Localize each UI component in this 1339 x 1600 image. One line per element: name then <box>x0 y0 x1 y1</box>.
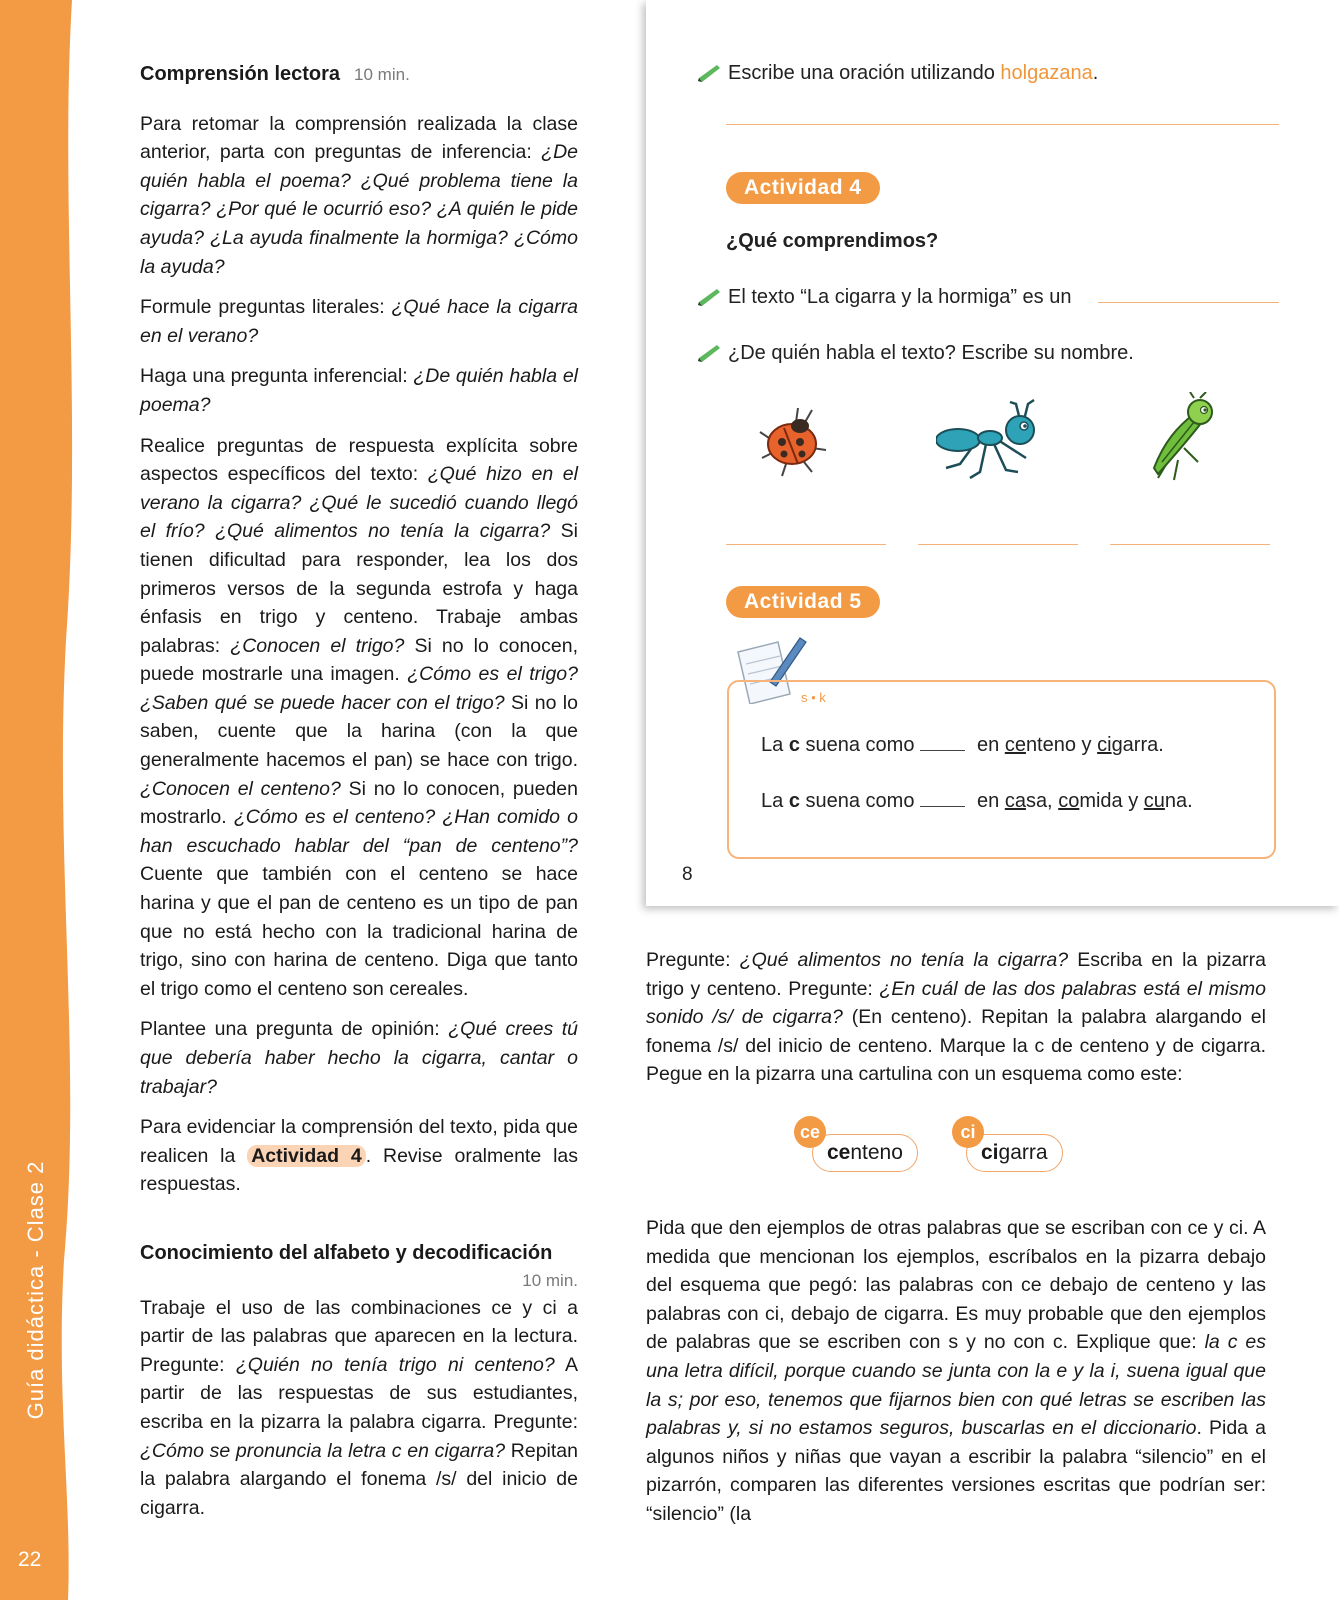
section-heading-alfabeto <box>140 1239 578 1268</box>
text: na. <box>1164 790 1193 812</box>
text: mida y <box>1079 790 1144 812</box>
text: Para retomar la comprensión realizada la clase anterior, parta con preguntas de inferencia: <box>140 112 578 164</box>
activity-4-heading: ¿Qué comprendimos? <box>726 230 939 252</box>
paragraph-3 <box>140 362 578 419</box>
underlined-syllable: co <box>1058 790 1080 812</box>
phonics-box <box>727 680 1276 859</box>
page-number: 22 <box>18 1548 42 1571</box>
text: Haga una pregunta inferencial: <box>140 365 414 388</box>
text: Escribe una oración utilizando <box>728 62 1001 84</box>
answer-line-ant <box>918 544 1078 545</box>
underlined-syllable: ci <box>1097 734 1112 756</box>
text: Si no lo conocen, pueden mostrarlo. <box>140 777 579 829</box>
question-holgazana <box>696 62 1098 85</box>
text: Cuente que también con el centeno se hace harina y que el pan de centeno es un tipo de pan que no está hecho con la tradicional harina de trigo, sino con harina de centeno. Diga que tanto el trigo como el centeno son cereales. <box>140 863 578 1000</box>
paragraph-2 <box>140 293 578 350</box>
activity-highlight: Actividad 4 <box>247 1145 366 1167</box>
underlined-syllable: ce <box>1004 734 1026 756</box>
answer-line <box>726 124 1279 125</box>
sidebar-label-wrap <box>10 1160 62 1420</box>
paragraph-6 <box>140 1113 578 1199</box>
explanation-text: la c es una letra difícil, porque cuando se junta con la e y la i, suena igual que la s; por eso, tenemos que fijarnos bien con qué letras se escriben las palabras y, si no estamos seguros, buscarlas en el diccionario <box>646 1331 1267 1440</box>
target-word: holgazana <box>1000 62 1093 84</box>
section-time: 10 min. <box>354 65 410 84</box>
text: La <box>761 790 789 812</box>
right-paragraph-2 <box>646 1214 1266 1529</box>
question-text-type <box>696 286 1072 309</box>
schema-ce-badge: ce <box>794 1116 826 1148</box>
ant-icon <box>936 398 1046 482</box>
pencil-icon <box>696 289 722 307</box>
text: El texto “La cigarra y la hormiga” es un <box>728 286 1072 308</box>
fill-blank[interactable] <box>920 750 965 751</box>
activity-5-badge: Actividad 5 <box>726 586 880 618</box>
question-text: ¿De quién habla el poema? ¿Qué problema tiene la cigarra? ¿Por qué le ocurrió eso? ¿A quién le pide ayuda? ¿La ayuda finalmente la hormiga? ¿Cómo la ayuda? <box>140 141 578 278</box>
text: . <box>1092 62 1099 84</box>
text: (En centeno). Repitan la palabra alargando el fonema /s/ del inicio de centeno. Marque la c de centeno y de cigarra. Pegue en la pizarra una cartulina con un esquema como este: <box>646 1006 1266 1086</box>
text: Formule preguntas literales: <box>140 296 392 319</box>
paragraph-4 <box>140 432 578 1004</box>
question-text: ¿Qué crees tú que debería haber hecho la cigarra, cantar o trabajar? <box>140 1018 578 1098</box>
question-text: ¿De quién habla el poema? <box>140 365 578 416</box>
text: . Revise oralmente las respuestas. <box>140 1144 578 1196</box>
question-text: ¿En cuál de las dos palabras está el mismo sonido /s/ de cigarra? <box>646 977 1266 1029</box>
text: Si no lo saben, cuente que la harina (con la que generalmente hacemos el pan) se hace con trigo. <box>140 691 578 772</box>
text: . Pida a algunos niños y niñas que vayan a escribir la palabra “silencio” en el pizarrón, comparen las diferentes versiones escritas que podrían ser: “silencio” (la <box>646 1417 1266 1525</box>
paragraph-7 <box>140 1294 578 1523</box>
text: Pregunte: <box>646 949 740 971</box>
sidebar-label: Guía didáctica - Clase 2 <box>23 1160 48 1420</box>
section-title: Conocimiento del alfabeto y decodificación <box>140 1241 553 1264</box>
sk-label: s • k <box>801 690 826 705</box>
text: garra. <box>1111 734 1164 756</box>
phonics-line-hard-c <box>761 790 1193 813</box>
syllable: ce <box>827 1141 851 1164</box>
cricket-icon <box>1144 392 1220 482</box>
ladybug-icon <box>754 402 834 482</box>
question-text: ¿Qué alimentos no tenía la cigarra? <box>739 949 1069 971</box>
workbook-panel <box>646 0 1339 906</box>
question-who <box>696 342 1134 365</box>
letter-c: c <box>788 790 800 812</box>
letter-c: c <box>788 734 800 756</box>
text: en <box>971 790 1005 812</box>
underlined-syllable: ca <box>1004 790 1026 812</box>
text: Si tienen dificultad para responder, lea los dos primeros versos de la segunda estrofa y haga énfasis en trigo y centeno. Trabaje ambas palabras: <box>140 520 578 657</box>
pencil-icon <box>696 345 722 363</box>
text: La <box>761 734 789 756</box>
pencil-icon <box>696 65 722 83</box>
text: suena como <box>799 790 915 812</box>
question-text: ¿Conocen el trigo? <box>230 634 405 657</box>
question-text: ¿Cómo es el trigo? ¿Saben qué se puede hacer con el trigo? <box>140 663 578 714</box>
syllable: ci <box>981 1141 999 1164</box>
text: Si no lo conocen, puede mostrarle una imagen. <box>140 634 579 686</box>
schema-centeno <box>812 1134 918 1172</box>
phonics-line-soft-c <box>761 734 1164 757</box>
right-paragraph-1 <box>646 946 1266 1089</box>
text: sa, <box>1025 790 1059 812</box>
question-text: ¿Quién no tenía trigo ni centeno? <box>235 1353 555 1376</box>
schema-ci-badge: ci <box>952 1116 984 1148</box>
underlined-syllable: cu <box>1143 790 1165 812</box>
text: nteno y <box>1025 734 1098 756</box>
text: suena como <box>799 734 915 756</box>
text: nteno <box>850 1141 903 1164</box>
text: Realice preguntas de respuesta explícita sobre aspectos específicos del texto: <box>140 434 578 486</box>
text: Pida que den ejemplos de otras palabras que se escriban con ce y ci. A medida que mencionan los ejemplos, escríbalos en la pizarra debajo del esquema que pegó: las palabras con ce debajo de centeno y las palabras con ci, debajo de cigarra. Es muy probable que den ejemplos de palabras que se escriben con s y no con c. Explique que: <box>646 1217 1266 1354</box>
paragraph-5 <box>140 1015 578 1101</box>
question-text: ¿Cómo es el centeno? ¿Han comido o han escuchado hablar del “pan de centeno”? <box>140 806 578 857</box>
activity-4-badge: Actividad 4 <box>726 172 880 204</box>
text: Repitan la palabra alargando el fonema /s/ del inicio de cigarra. <box>140 1439 578 1519</box>
section-title: Comprensión lectora <box>140 63 341 85</box>
answer-line-cricket <box>1110 544 1270 545</box>
section-heading-comprension <box>140 60 578 90</box>
answer-line <box>1098 302 1279 303</box>
left-column <box>140 60 578 1534</box>
text: A partir de las respuestas de sus estudiantes, escriba en la pizarra la palabra cigarra. Pregunte: <box>140 1353 578 1433</box>
question-text: ¿Qué hizo en el verano la cigarra? ¿Qué le sucedió cuando llegó el frío? ¿Qué alimentos no tenía la cigarra? <box>140 463 578 543</box>
workbook-page-number: 8 <box>682 864 693 885</box>
text: Para evidenciar la comprensión del texto, pida que realicen la <box>140 1116 578 1167</box>
text: Plantee una pregunta de opinión: <box>140 1018 449 1041</box>
section-time: 10 min. <box>522 1270 578 1290</box>
text: Trabaje el uso de las combinaciones ce y ci a partir de las palabras que aparecen en la lectura. Pregunte: <box>140 1296 578 1376</box>
question-text: ¿Cómo se pronuncia la letra c en cigarra? <box>140 1439 506 1462</box>
text: ¿De quién habla el texto? Escribe su nombre. <box>728 342 1134 364</box>
text: en <box>971 734 1005 756</box>
paragraph-1 <box>140 110 578 282</box>
question-text: ¿Conocen el centeno? <box>140 777 341 800</box>
fill-blank[interactable] <box>920 806 965 807</box>
text: garra <box>998 1141 1048 1164</box>
sidebar <box>0 0 72 1600</box>
question-text: ¿Qué hace la cigarra en el verano? <box>140 296 578 347</box>
answer-line-ladybug <box>726 544 886 545</box>
text: Escriba en la pizarra trigo y centeno. Pregunte: <box>646 949 1266 1000</box>
